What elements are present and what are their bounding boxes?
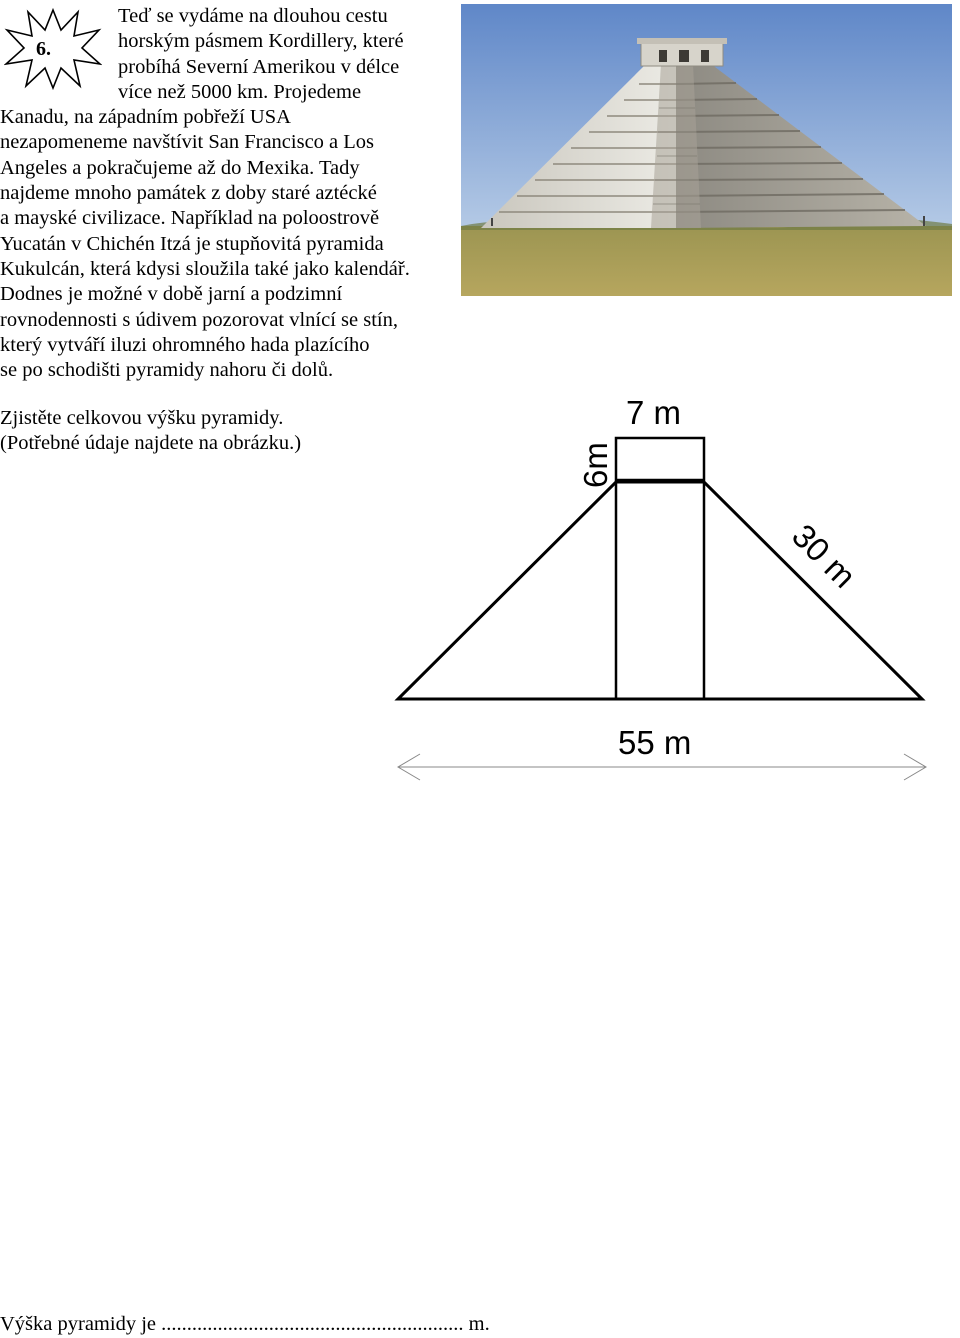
intro-line: Teď se vydáme na dlouhou cestu (118, 5, 388, 27)
intro-line: probíhá Severní Amerikou v délce (118, 55, 400, 78)
pyramid-photo (461, 4, 952, 296)
pyramid-trapezoid (398, 482, 922, 699)
temple-rectangle (616, 438, 704, 480)
question-line: (Potřebné údaje najdete na obrázku.) (0, 432, 302, 455)
task-number: 6. (36, 38, 51, 60)
intro-paragraph (0, 4, 450, 383)
answer-line: Výška pyramidy je ........................................................... m. (0, 1313, 490, 1335)
intro-line: nezapomeneme navštívit San Francisco a Los (0, 131, 375, 154)
intro-line: a mayské civilizace. Například na poloostrově (0, 207, 380, 230)
temple-height-label: 6m (577, 442, 614, 488)
intro-line: rovnodennosti s údivem pozorovat vlnící se stín, (0, 308, 398, 331)
top-width-label: 7 m (626, 394, 682, 431)
intro-line: Dodnes je možné v době jarní a podzimní (0, 283, 343, 306)
photo-grass (461, 226, 952, 296)
question-line: Zjistěte celkovou výšku pyramidy. (0, 407, 284, 429)
intro-line: horským pásmem Kordillery, které (118, 30, 404, 53)
intro-line: Angeles a pokračujeme až do Mexika. Tady (0, 156, 360, 179)
base-width-label: 55 m (618, 724, 692, 761)
intro-line: který vytváří iluzi ohromného hada plazícího (0, 333, 370, 356)
intro-line: více než 5000 km. Projedeme (118, 80, 362, 103)
intro-line: najdeme mnoho památek z doby staré aztécké (0, 182, 377, 205)
slant-label: 30 m (785, 516, 864, 595)
intro-line: Yucatán v Chichén Itzá je stupňovitá pyramida (0, 232, 384, 255)
intro-line: Kanadu, na západním pobřeží USA (0, 106, 291, 129)
intro-line: Kukulcán, která kdysi sloužila také jako kalendář. (0, 257, 410, 280)
question-text (0, 406, 301, 457)
intro-line: se po schodišti pyramidy nahoru či dolů. (0, 359, 334, 382)
pyramid-diagram (390, 380, 940, 800)
